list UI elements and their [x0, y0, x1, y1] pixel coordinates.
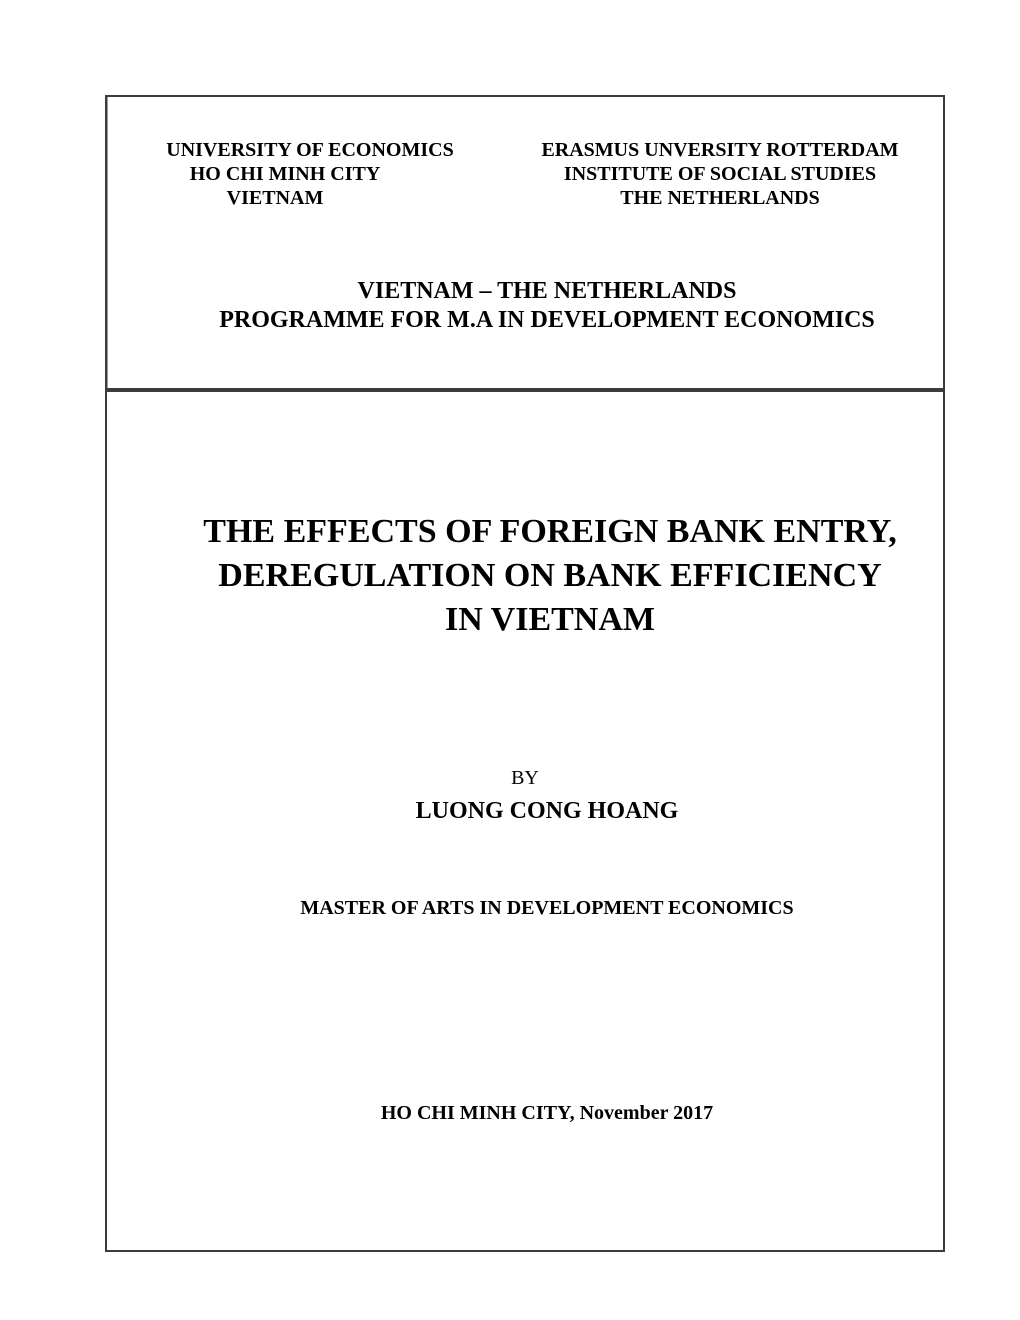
title-box: [105, 390, 945, 1252]
left-institution-line: VIETNAM: [226, 187, 324, 209]
right-institution-line: THE NETHERLANDS: [620, 187, 820, 209]
left-institution-line: UNIVERSITY OF ECONOMICS: [166, 139, 454, 161]
thesis-title-line: THE EFFECTS OF FOREIGN BANK ENTRY,: [203, 513, 897, 550]
programme-line: VIETNAM – THE NETHERLANDS: [357, 278, 737, 304]
header-box: [105, 95, 945, 390]
degree-line: MASTER OF ARTS IN DEVELOPMENT ECONOMICS: [300, 897, 794, 919]
right-institution-line: ERASMUS UNVERSITY ROTTERDAM: [541, 139, 899, 161]
right-institution-block: [510, 138, 930, 210]
thesis-title-line: DEREGULATION ON BANK EFFICIENCY: [218, 557, 882, 594]
left-institution-line: HO CHI MINH CITY: [189, 163, 381, 185]
place-date-line: HO CHI MINH CITY, November 2017: [380, 1102, 714, 1124]
thesis-title: [132, 510, 945, 642]
thesis-title-line: IN VIETNAM: [444, 601, 655, 638]
programme-title: [129, 277, 945, 335]
by-label: BY: [511, 767, 539, 789]
author-name: LUONG CONG HOANG: [415, 798, 679, 824]
programme-line: PROGRAMME FOR M.A IN DEVELOPMENT ECONOMICS: [219, 307, 875, 333]
right-institution-line: INSTITUTE OF SOCIAL STUDIES: [563, 163, 877, 185]
left-institution-block: [115, 138, 505, 210]
